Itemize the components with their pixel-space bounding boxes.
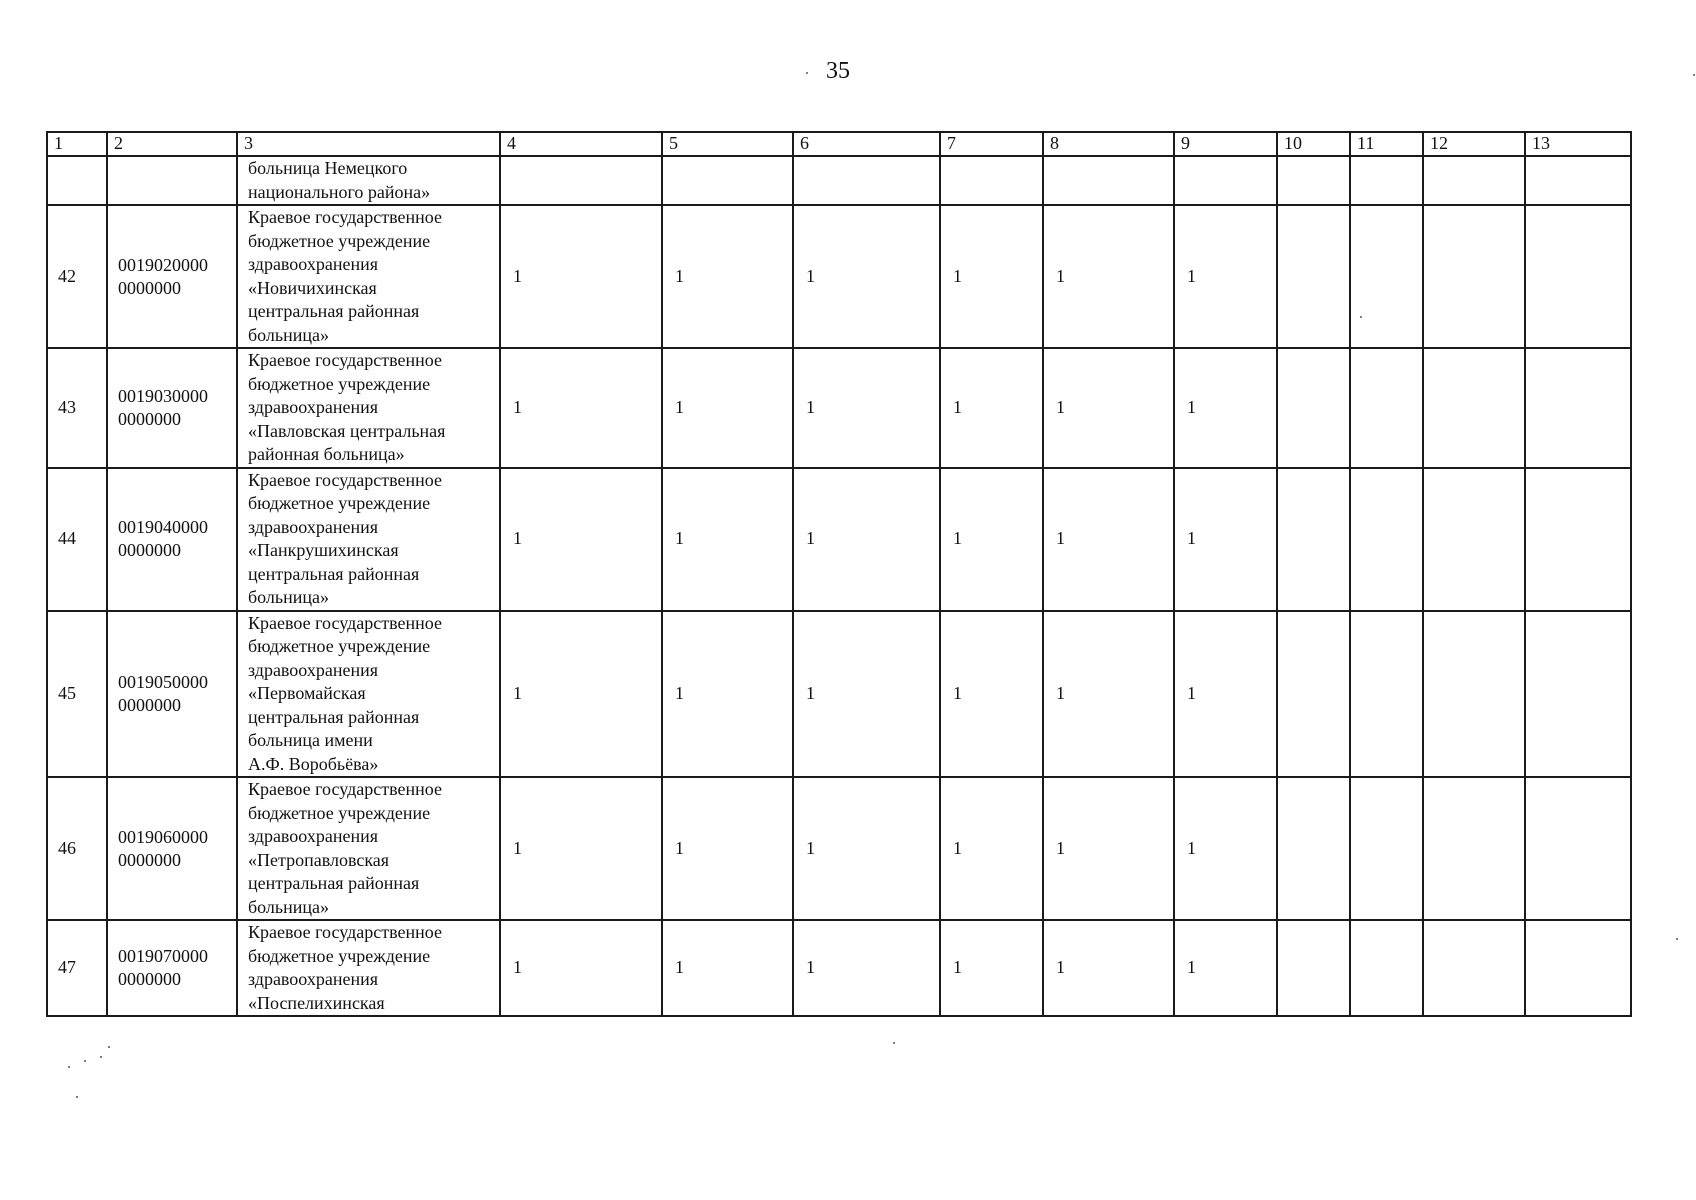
row-number: 45 xyxy=(47,611,107,778)
value-cell: 1 xyxy=(793,205,940,348)
institution-name xyxy=(237,156,500,205)
code-line: 0019040000 xyxy=(118,517,208,537)
value-cell xyxy=(1277,205,1350,348)
table-row xyxy=(47,468,1631,611)
code-line: 0000000 xyxy=(118,694,181,715)
value-cell: 1 xyxy=(940,468,1043,611)
institution-name-line: здравоохранения xyxy=(248,516,379,537)
institution-name-line: национального района» xyxy=(248,181,431,202)
column-header: 10 xyxy=(1277,132,1350,156)
institution-name-line: бюджетное учреждение xyxy=(248,493,431,513)
column-header: 7 xyxy=(940,132,1043,156)
value-cell: 1 xyxy=(940,348,1043,468)
value-cell: 1 xyxy=(793,468,940,611)
institution-name-line: районная больница» xyxy=(248,444,405,464)
institution-name-line: «Первомайская xyxy=(248,683,366,703)
value-cell: 1 xyxy=(662,205,793,348)
value-cell: 1 xyxy=(1174,348,1277,468)
column-header: 4 xyxy=(500,132,662,156)
value-cell xyxy=(1277,611,1350,778)
institution-name-line: бюджетное учреждение xyxy=(248,945,431,966)
institution-name xyxy=(237,205,500,348)
value-cell: 1 xyxy=(1043,777,1174,920)
value-cell xyxy=(793,156,940,205)
value-cell xyxy=(1277,468,1350,611)
value-cell: 1 xyxy=(500,920,662,1016)
value-cell: 1 xyxy=(1174,468,1277,611)
column-header: 12 xyxy=(1423,132,1525,156)
scan-speck xyxy=(1693,74,1695,76)
value-cell xyxy=(1525,348,1631,468)
value-cell: 1 xyxy=(1043,611,1174,778)
value-cell xyxy=(1423,156,1525,205)
scan-speck xyxy=(68,1066,70,1068)
value-cell: 1 xyxy=(662,777,793,920)
institution-name xyxy=(237,777,500,920)
value-cell xyxy=(662,156,793,205)
row-code xyxy=(107,611,237,778)
code-line: 0019030000 xyxy=(118,385,208,406)
institution-name-line: «Поспелихинская xyxy=(248,992,385,1013)
value-cell xyxy=(1043,156,1174,205)
column-header: 6 xyxy=(793,132,940,156)
value-cell xyxy=(1277,920,1350,1016)
value-cell: 1 xyxy=(793,777,940,920)
value-cell xyxy=(1350,611,1423,778)
institution-name-line: Краевое государственное xyxy=(248,350,442,370)
value-cell: 1 xyxy=(1174,777,1277,920)
table-row xyxy=(47,777,1631,920)
value-cell xyxy=(1525,205,1631,348)
value-cell: 1 xyxy=(940,920,1043,1016)
institution-name-line: А.Ф. Воробьёва» xyxy=(248,753,379,774)
value-cell xyxy=(1350,156,1423,205)
institution-name-line: здравоохранения xyxy=(248,826,379,846)
row-number xyxy=(47,156,107,205)
row-number: 44 xyxy=(47,468,107,611)
code-line: 0000000 xyxy=(118,540,181,560)
row-code xyxy=(107,205,237,348)
table-row xyxy=(47,156,1631,205)
table-row xyxy=(47,611,1631,778)
value-cell: 1 xyxy=(500,611,662,778)
institution-name-line: Краевое государственное xyxy=(248,922,442,942)
institution-name-line: здравоохранения xyxy=(248,254,379,274)
row-code xyxy=(107,348,237,468)
scan-speck xyxy=(108,1046,110,1048)
value-cell: 1 xyxy=(500,468,662,611)
row-code xyxy=(107,156,237,205)
scan-speck xyxy=(76,1096,78,1098)
value-cell xyxy=(1525,920,1631,1016)
institution-name-line: центральная районная xyxy=(248,301,420,321)
value-cell: 1 xyxy=(662,611,793,778)
institution-name xyxy=(237,468,500,611)
column-header: 9 xyxy=(1174,132,1277,156)
value-cell: 1 xyxy=(662,468,793,611)
code-line: 0000000 xyxy=(118,969,181,989)
column-header: 2 xyxy=(107,132,237,156)
value-cell: 1 xyxy=(500,348,662,468)
column-header: 11 xyxy=(1350,132,1423,156)
value-cell: 1 xyxy=(940,777,1043,920)
institution-name-line: больница имени xyxy=(248,730,373,750)
value-cell xyxy=(1423,920,1525,1016)
value-cell: 1 xyxy=(1043,920,1174,1016)
institution-name-line: центральная районная xyxy=(248,873,420,893)
institution-name-line: Краевое государственное xyxy=(248,612,442,633)
value-cell xyxy=(1350,468,1423,611)
institution-name-line: «Панкрушихинская xyxy=(248,540,399,560)
value-cell xyxy=(1277,777,1350,920)
institution-name-line: центральная районная xyxy=(248,706,420,727)
value-cell xyxy=(940,156,1043,205)
value-cell xyxy=(1277,348,1350,468)
institution-name-line: Краевое государственное xyxy=(248,779,442,799)
value-cell xyxy=(1350,777,1423,920)
value-cell: 1 xyxy=(1174,205,1277,348)
column-header: 1 xyxy=(47,132,107,156)
column-header: 13 xyxy=(1525,132,1631,156)
value-cell: 1 xyxy=(940,611,1043,778)
code-line: 0019070000 xyxy=(118,946,208,966)
value-cell: 1 xyxy=(662,920,793,1016)
scan-speck xyxy=(84,1060,86,1062)
institution-name-line: больница» xyxy=(248,587,329,607)
value-cell xyxy=(1423,348,1525,468)
institution-name xyxy=(237,611,500,778)
value-cell xyxy=(1525,611,1631,778)
code-line: 0000000 xyxy=(118,277,181,298)
row-number: 47 xyxy=(47,920,107,1016)
institution-name-line: больница» xyxy=(248,896,329,917)
institution-name-line: бюджетное учреждение xyxy=(248,230,431,251)
value-cell xyxy=(1350,920,1423,1016)
page-number: 35 xyxy=(826,58,850,84)
row-number: 42 xyxy=(47,205,107,348)
value-cell xyxy=(1525,777,1631,920)
institution-name-line: бюджетное учреждение xyxy=(248,373,431,394)
value-cell: 1 xyxy=(793,920,940,1016)
code-line: 0019020000 xyxy=(118,254,208,275)
value-cell: 1 xyxy=(940,205,1043,348)
row-code xyxy=(107,920,237,1016)
value-cell: 1 xyxy=(1174,611,1277,778)
value-cell: 1 xyxy=(793,611,940,778)
column-header: 5 xyxy=(662,132,793,156)
scan-speck xyxy=(1676,938,1678,940)
value-cell xyxy=(1350,348,1423,468)
value-cell: 1 xyxy=(1043,348,1174,468)
institution-name-line: здравоохранения xyxy=(248,397,379,417)
institution-name-line: «Павловская центральная xyxy=(248,420,446,441)
institution-name xyxy=(237,348,500,468)
institution-name-line: бюджетное учреждение xyxy=(248,802,431,823)
institution-name-line: «Новичихинская xyxy=(248,277,377,298)
value-cell: 1 xyxy=(1043,205,1174,348)
code-line: 0000000 xyxy=(118,849,181,870)
row-number: 43 xyxy=(47,348,107,468)
value-cell xyxy=(1174,156,1277,205)
scan-speck xyxy=(100,1056,102,1058)
table-header-row xyxy=(47,132,1631,156)
value-cell: 1 xyxy=(662,348,793,468)
code-line: 0019060000 xyxy=(118,826,208,847)
value-cell xyxy=(1525,468,1631,611)
value-cell xyxy=(1423,777,1525,920)
institution-name-line: здравоохранения xyxy=(248,659,379,680)
scan-speck xyxy=(806,72,808,74)
value-cell: 1 xyxy=(793,348,940,468)
scan-speck xyxy=(893,1042,895,1044)
institution-name-line: бюджетное учреждение xyxy=(248,636,431,656)
value-cell xyxy=(1423,205,1525,348)
table-row xyxy=(47,920,1631,1016)
value-cell xyxy=(1350,205,1423,348)
value-cell: 1 xyxy=(1174,920,1277,1016)
institution-name-line: больница» xyxy=(248,324,329,345)
value-cell xyxy=(1525,156,1631,205)
data-table xyxy=(46,131,1632,1017)
column-header: 8 xyxy=(1043,132,1174,156)
institution-name-line: Краевое государственное xyxy=(248,207,442,227)
institution-name-line: больница Немецкого xyxy=(248,158,408,178)
value-cell xyxy=(1423,468,1525,611)
table-row xyxy=(47,348,1631,468)
table-body xyxy=(47,132,1631,1016)
value-cell: 1 xyxy=(1043,468,1174,611)
value-cell: 1 xyxy=(500,205,662,348)
value-cell xyxy=(500,156,662,205)
code-line: 0019050000 xyxy=(118,671,208,692)
value-cell: 1 xyxy=(500,777,662,920)
value-cell xyxy=(1423,611,1525,778)
column-header: 3 xyxy=(237,132,500,156)
institution-name-line: центральная районная xyxy=(248,563,420,584)
institution-name-line: Краевое государственное xyxy=(248,469,442,490)
value-cell xyxy=(1277,156,1350,205)
row-code xyxy=(107,468,237,611)
row-code xyxy=(107,777,237,920)
table-row xyxy=(47,205,1631,348)
institution-name xyxy=(237,920,500,1016)
institution-name-line: здравоохранения xyxy=(248,969,379,989)
institution-name-line: «Петропавловская xyxy=(248,849,390,870)
row-number: 46 xyxy=(47,777,107,920)
code-line: 0000000 xyxy=(118,408,181,429)
